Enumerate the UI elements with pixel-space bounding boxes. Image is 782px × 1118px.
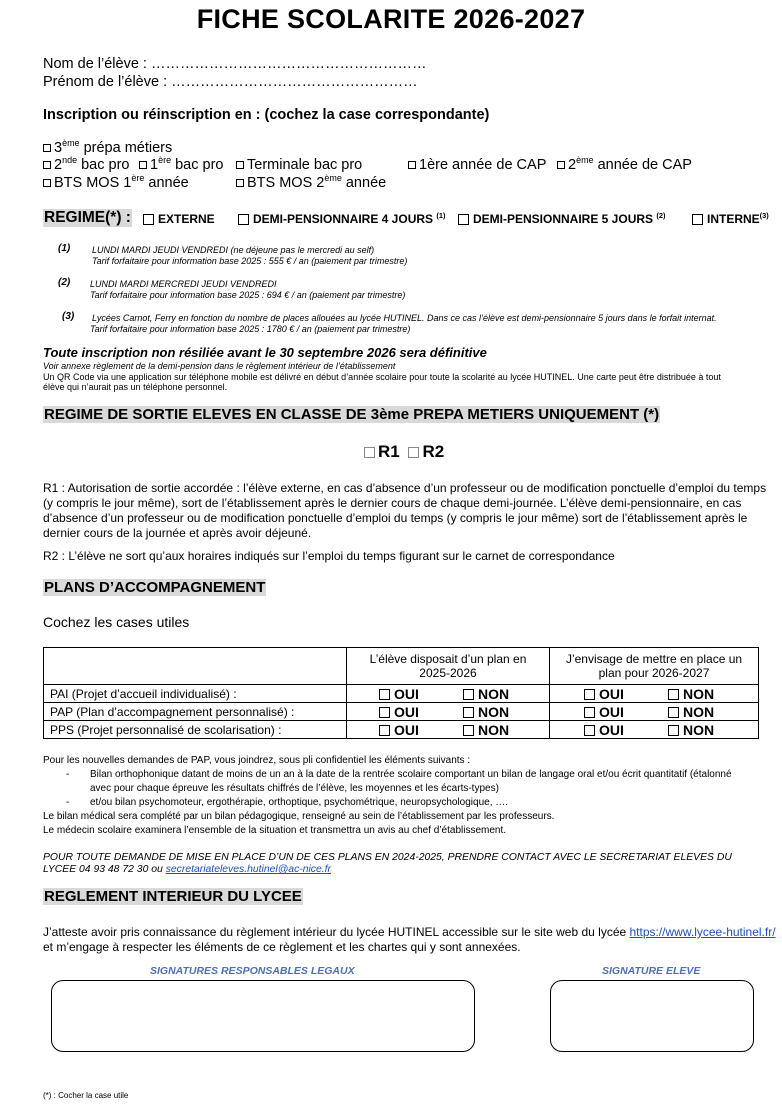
plan-2026-choice: OUI NON [550,685,759,703]
checkbox[interactable] [143,214,154,225]
table-row [44,721,759,739]
checkbox[interactable] [668,725,679,736]
note-number: (1) [58,243,71,254]
option-terminale[interactable]: Terminale bac pro [236,157,362,173]
student-lastname-field[interactable]: Nom de l’élève : ………………………………………………… [43,56,427,72]
signature-parents-box[interactable] [51,980,475,1052]
contact-notice: POUR TOUTE DEMANDE DE MISE EN PLACE D’UN DE CES PLANS EN 2024-2025, PRENDRE CONTACT AVEC LE SECRETARIAT ELEVES DU [43,852,732,863]
option-interne[interactable]: INTERNE$^{(3)}$ [692,212,769,226]
lycee-website-link[interactable]: https://www.lycee-hutinel.fr/ [629,925,776,939]
checkbox[interactable] [364,447,375,458]
option-3eme-prepa[interactable]: 3ème prépa métiers [43,140,172,156]
table-header-empty [44,648,347,685]
reglement-text: et m’engage à respecter les éléments de ce règlement et les chartes qui y sont annexées. [43,940,521,954]
checkbox[interactable] [236,161,244,169]
regime-heading: REGIME(*) : [44,209,131,226]
pap-note: Le médecin scolaire examinera l’ensemble de la situation et transmettra un avis au chef d’établissement. [43,825,507,836]
pap-note: Le bilan médical sera complété par un bilan pédagogique, renseigné au sein de l’établissement par les professeurs. [43,811,555,822]
checkbox[interactable] [584,707,595,718]
bullet-dash: - [66,769,70,780]
signature-parents-label: SIGNATURES RESPONSABLES LEGAUX [150,965,355,977]
table-header-row [44,648,759,685]
checkbox[interactable] [557,161,565,169]
plan-2025-choice: OUI NON [347,685,550,703]
annexe-note: Voir annexe règlement de la demi-pension dans le règlement intérieur de l’établissement [43,361,396,371]
checkbox[interactable] [584,725,595,736]
r2-description: R2 : L’élève ne sort qu’aux horaires indiqués sur l’emploi du temps figurant sur le carnet de correspondance [43,549,615,563]
option-1ere-bac-pro[interactable]: 1ère bac pro [139,157,223,173]
checkbox[interactable] [584,689,595,700]
pap-intro: Pour les nouvelles demandes de PAP, vous joindrez, sous pli confidentiel les éléments suivants : [43,755,471,766]
option-r1[interactable]: R1 [364,442,400,461]
plan-2026-choice: OUI NON [550,721,759,739]
checkbox[interactable] [43,179,51,187]
checkbox[interactable] [379,725,390,736]
option-bts-1ere[interactable]: BTS MOS 1ère année [43,175,189,191]
row-label: PPS (Projet personnalisé de scolarisation) : [44,721,347,739]
checkbox[interactable] [458,214,469,225]
plans-heading: PLANS D’ACCOMPAGNEMENT [44,579,266,596]
option-r2[interactable]: R2 [408,442,444,461]
option-dp-4-jours[interactable]: DEMI-PENSIONNAIRE 4 JOURS $^{(1)}$ [238,212,445,226]
pap-item: Bilan orthophonique datant de moins de un an à la date de la rentrée scolaire comportant un bilan de langage oral et/ou écrit quantitatif (étalonné [90,769,732,780]
plan-2025-choice: OUI NON [347,721,550,739]
signature-student-label: SIGNATURE ELEVE [602,965,701,977]
page-title: FICHE SCOLARITE 2026-2027 [196,4,586,34]
plan-2025-choice: OUI NON [347,703,550,721]
pap-item: et/ou bilan psychomoteur, ergothérapie, orthoptique, psychométrique, neuropsychologique, …. [90,797,509,808]
option-2nde-bac-pro[interactable]: 2nde bac pro [43,157,129,173]
option-1ere-cap[interactable]: 1ère année de CAP [408,157,546,173]
note-number: (2) [58,277,71,288]
checkbox[interactable] [668,689,679,700]
note-text: Tarif forfaitaire pour information base 2025 : 555 € / an (paiement par trimestre) [92,256,408,266]
checkbox[interactable] [43,144,51,152]
student-firstname-field[interactable]: Prénom de l’élève : …………………………………………… [43,74,418,90]
note-text: Tarif forfaitaire pour information base 2025 : 1780 € / an (paiement par trimestre) [90,324,411,334]
qr-note: Un QR Code via une application sur téléphone mobile est délivré en début d’année scolaire pour toute la scolarité au lycée HUTINEL. Une carte peut être distribuée à tout [43,372,721,382]
checkbox[interactable] [236,179,244,187]
checkbox[interactable] [463,689,474,700]
table-row [44,703,759,721]
definitive-notice: Toute inscription non résiliée avant le 30 septembre 2026 sera définitive [43,345,487,360]
option-dp-5-jours[interactable]: DEMI-PENSIONNAIRE 5 JOURS $^{(2)}$ [458,212,665,226]
signature-student-box[interactable] [550,980,754,1052]
option-externe[interactable]: EXTERNE [143,212,215,226]
reglement-text: J’atteste avoir pris connaissance du règlement intérieur du lycée HUTINEL accessible sur le site web du lycée https://www.lycee-hutinel.fr/ [43,925,776,939]
note-text: Tarif forfaitaire pour information base 2025 : 694 € / an (paiement par trimestre) [90,290,406,300]
checkbox[interactable] [692,214,703,225]
checkbox[interactable] [139,161,147,169]
checkbox[interactable] [463,707,474,718]
checkbox[interactable] [408,447,419,458]
table-row [44,685,759,703]
table-header-cell: L’élève disposait d’un plan en 2025-2026 [347,648,550,685]
option-2eme-cap[interactable]: 2ème année de CAP [557,157,692,173]
footnote: (*) : Cocher la case utile [43,1091,129,1100]
option-bts-2eme[interactable]: BTS MOS 2ème année [236,175,386,191]
checkbox[interactable] [408,161,416,169]
note-text: Lycées Carnot, Ferry en fonction du nombre de places allouées au lycée HUTINEL. Dans ce cas l’élève est demi-pensionnaire 5 jours dans le forfait internat. [92,313,717,323]
row-label: PAI (Projet d’accueil individualisé) : [44,685,347,703]
row-label: PAP (Plan d’accompagnement personnalisé) : [44,703,347,721]
contact-line: LYCEE 04 93 48 72 30 ou secretariateleves.hutinel@ac-nice.fr [43,864,332,875]
checkbox[interactable] [668,707,679,718]
table-header-cell: J’envisage de mettre en place un plan pour 2026-2027 [550,648,759,685]
checkbox[interactable] [463,725,474,736]
pap-item: avec pour chaque épreuve les résultats chiffrés de l’élève, les moyennes et les écarts-types) [90,783,499,794]
checkbox[interactable] [379,689,390,700]
plan-2026-choice: OUI NON [550,703,759,721]
contact-email-link[interactable]: secretariateleves.hutinel@ac-nice.fr [165,864,332,875]
qr-note: élève qui n’aurait pas un téléphone personnel. [43,382,228,392]
checkbox[interactable] [238,214,249,225]
note-text: LUNDI MARDI MERCREDI JEUDI VENDREDI [90,279,277,289]
bullet-dash: - [66,797,70,808]
plans-table [43,647,759,739]
note-text: LUNDI MARDI JEUDI VENDREDI (ne déjeune pas le mercredi au self) [92,245,375,255]
sortie-heading: REGIME DE SORTIE ELEVES EN CLASSE DE 3ème PREPA METIERS UNIQUEMENT (*) [44,406,660,423]
r1-description: R1 : Autorisation de sortie accordée : l’élève externe, en cas d’absence d’un professeur ou de modification ponctuelle d’emploi du temps (y compris le jour même), sort de l’établissement après le dernier cours de chaque demi-journée. L’élève demi-pensionnaire, en cas d’absence d’un professeur ou de modification ponctuelle d’emploi du temps (y compris le jour même) sort de l’établissement après le dernier cours de la journée et après avoir déjeuné. [43,481,767,540]
checkbox[interactable] [43,161,51,169]
note-number: (3) [62,311,75,322]
sortie-options [364,442,444,462]
inscription-heading: Inscription ou réinscription en : (cochez la case correspondante) [43,107,490,123]
checkbox[interactable] [379,707,390,718]
reglement-heading: REGLEMENT INTERIEUR DU LYCEE [44,888,302,905]
cochez-instruction: Cochez les cases utiles [43,614,190,630]
